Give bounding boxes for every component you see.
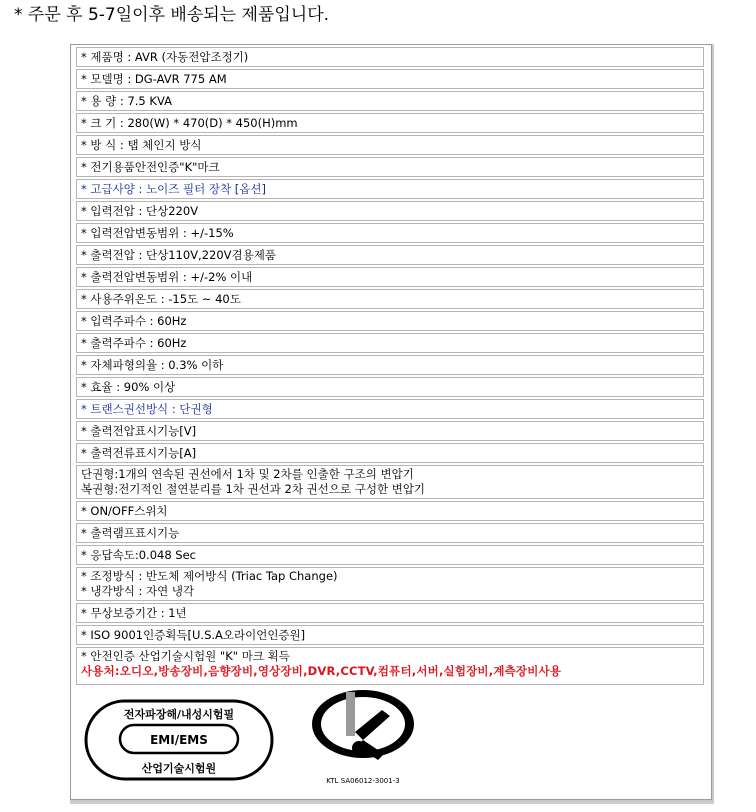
spec-row: * 입력전압변동범위 : +/-15% [76, 223, 704, 243]
spec-row: * 제품명 : AVR (자동전압조정기) [76, 47, 704, 67]
spec-row: * 고급사양 : 노이즈 필터 장착 [옵션] [76, 179, 704, 199]
safety-cert: * 안전인증 산업기술시험원 "K" 마크 획득 [81, 649, 290, 663]
badge-center-text: EMI/EMS [150, 733, 208, 747]
spec-row: * 무상보증기간 : 1년 [76, 603, 704, 623]
badge-top-text: 전자파장해/내성시험필 [123, 708, 235, 721]
spec-row: * 방 식 : 탭 체인지 방식 [76, 135, 704, 155]
winding-note-line1: 단권형:1개의 연속된 권선에서 1차 및 2차를 인출한 구조의 변압기 [81, 467, 414, 481]
spec-row: * 출력전압 : 단상110V,220V겸용제품 [76, 245, 704, 265]
winding-note-line2: 복권형:전기적인 절연분리를 1차 권선과 2차 권선으로 구성한 변압기 [81, 482, 426, 496]
safety-row [76, 647, 704, 685]
spec-row: * ISO 9001인증획득[U.S.A오라이언인증원] [76, 625, 704, 645]
delivery-notice: * 주문 후 5-7일이후 배송되는 제품입니다. [14, 5, 330, 25]
spec-row: * 출력램프표시기능 [76, 523, 704, 543]
k-mark-code: KTL SA06012-3001-3 [326, 777, 400, 785]
control-row [76, 567, 704, 601]
spec-row: * 출력주파수 : 60Hz [76, 333, 704, 353]
cooling-method: * 냉각방식 : 자연 냉각 [81, 584, 195, 598]
usage-list: 사용처:오디오,방송장비,음향장비,영상장비,DVR,CCTV,컴퓨터,서버,실험장비,계측장비사용 [81, 664, 562, 678]
spec-row: * 자체파형의율 : 0.3% 이하 [76, 355, 704, 375]
spec-row: * 출력전압변동범위 : +/-2% 이내 [76, 267, 704, 287]
spec-table [76, 47, 704, 687]
spec-row: * 용 량 : 7.5 KVA [76, 91, 704, 111]
spec-row: * ON/OFF스위치 [76, 501, 704, 521]
spec-row: * 효율 : 90% 이상 [76, 377, 704, 397]
spec-row: * 전기용품안전인증"K"마크 [76, 157, 704, 177]
badge-bottom-text: 산업기술시험원 [141, 762, 217, 775]
spec-row: * 크 기 : 280(W) * 470(D) * 450(H)mm [76, 113, 704, 133]
spec-row: * 입력전압 : 단상220V [76, 201, 704, 221]
k-mark-logo [308, 688, 418, 786]
control-method: * 조정방식 : 반도체 제어방식 (Triac Tap Change) [81, 569, 338, 583]
spec-row: * 트랜스권선방식 : 단권형 [76, 399, 704, 419]
spec-row: * 사용주위온도 : -15도 ~ 40도 [76, 289, 704, 309]
spec-row: * 모델명 : DG-AVR 775 AM [76, 69, 704, 89]
spec-row: * 출력전류표시기능[A] [76, 443, 704, 463]
emi-ems-badge [84, 699, 274, 781]
spec-row: * 입력주파수 : 60Hz [76, 311, 704, 331]
spec-row: * 출력전압표시기능[V] [76, 421, 704, 441]
winding-note-row [76, 465, 704, 499]
spec-row: * 응답속도:0.048 Sec [76, 545, 704, 565]
